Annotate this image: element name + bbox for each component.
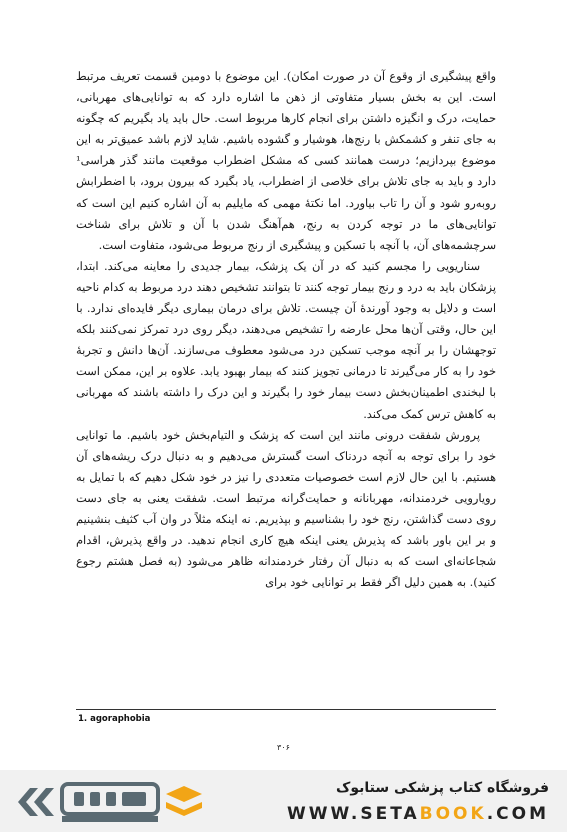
page-number: ۳۰۶ [277, 743, 290, 752]
footnote-divider [76, 709, 496, 710]
paragraph-2: سناریویی را مجسم کنید که در آن یک پزشک، بیمار جدیدی را معاینه می‌کند. ابتدا، پزشکان باید به درد و رنج بیمار توجه کنند تا بتوانند تشخیص دهند درد مربوط به کدام ناحیه است و دلایل به وجود آورندهٔ آن چیست. تلاش برای درمان بیماری دیگر فایده‌ای ندارد. با این حال، وقتی آن‌ها محل عارضه را تشخیص می‌دهند، دیگر روی درد تمرکز نمی‌کنند بلکه توجهشان را بر آنچه موجب تسکین درد می‌شود معطوف می‌سازند. آن‌ها دانش و تجربهٔ خود را به کار می‌گیرند تا درمانی تجویز کنند که بیمار بهبود یابد. علاوه بر این، ممکن است با لبخندی اطمینان‌بخش دست بیمار خود را بگیرند و این درک را داشته باشند که مهربانی به کاهش ترس کمک می‌کند. [76, 258, 496, 421]
url-prefix: WWW.SETA [287, 804, 420, 824]
url-suffix: .COM [486, 804, 549, 824]
url-highlight: BOOK [419, 804, 487, 824]
chevron-icon [18, 788, 54, 816]
setabook-logo [14, 778, 204, 826]
store-title: فروشگاه کتاب پزشکی ستابوک [336, 780, 549, 796]
paragraph-1: واقع پیشگیری از وقوع آن در صورت امکان). این موضوع با دومین قسمت تعریف مرتبط است. این به بخش بسیار متفاوتی از ذهن ما اشاره دارد که به توانایی‌های مهربانی، حمایت، درک و انگیزه داشتن برای انجام کارها مربوط است. حال باید یاد بگیریم که چگونه به جای تنفر و کشمکش با رنج‌ها، هوشیار و گشوده باشیم. شاید لازم باشد عمیق‌تر به این موضوع بپردازیم؛ درست همانند کسی که مشکل اضطراب موقعیت مانند گذر هراسی¹ دارد و باید به جای تلاش برای خلاصی از اضطراب، یاد بگیرد که بیرون برود، با اضطرابش روبه‌رو شود و آن را تاب بیاورد. اما نکتهٔ مهمی که مایلیم به آن اشاره کنیم این است که توانایی‌های ما در توجه کردن به رنج، هم‌آهنگ شدن با آن و تلاش برای شناخت سرچشمه‌های آن، با آنچه با تسکین و پیشگیری از رنج مربوط می‌شود، متفاوت است. [76, 69, 496, 252]
paragraph-3: پرورش شفقت درونی مانند این است که پزشک و التیام‌بخش خود باشیم. ما توانایی خود را برای توجه به آنچه دردناک است گسترش می‌دهیم و به دنبال درک ریشه‌های آن هستیم. با این حال لازم است خصوصیات متعددی را نیز در خود شکل دهیم که با تمایل به رویارویی خردمندانه، مهربانانه و حمایت‌گرانه مرتبط است. شفقت یعنی به جای دست روی دست گذاشتن، رنج خود را بشناسیم و بپذیریم. نه اینکه مثلاً در وان آب کثیف بنشینیم و بر این باور باشد که پذیرش یعنی اینکه هیچ کاری انجام ندهید. در واقع پذیرش، اقدام شجاعانه‌ای است که به دنبال آن رفتار خردمندانه ظاهر می‌شود (به فصل هشتم رجوع کنید). به همین دلیل اگر فقط بر توانایی خود برای [76, 427, 496, 590]
body-text [76, 66, 496, 593]
book-stack-icon [166, 786, 202, 816]
footnote: 1. agoraphobia [78, 714, 151, 724]
store-banner[interactable] [0, 770, 567, 832]
store-url[interactable] [287, 804, 549, 824]
